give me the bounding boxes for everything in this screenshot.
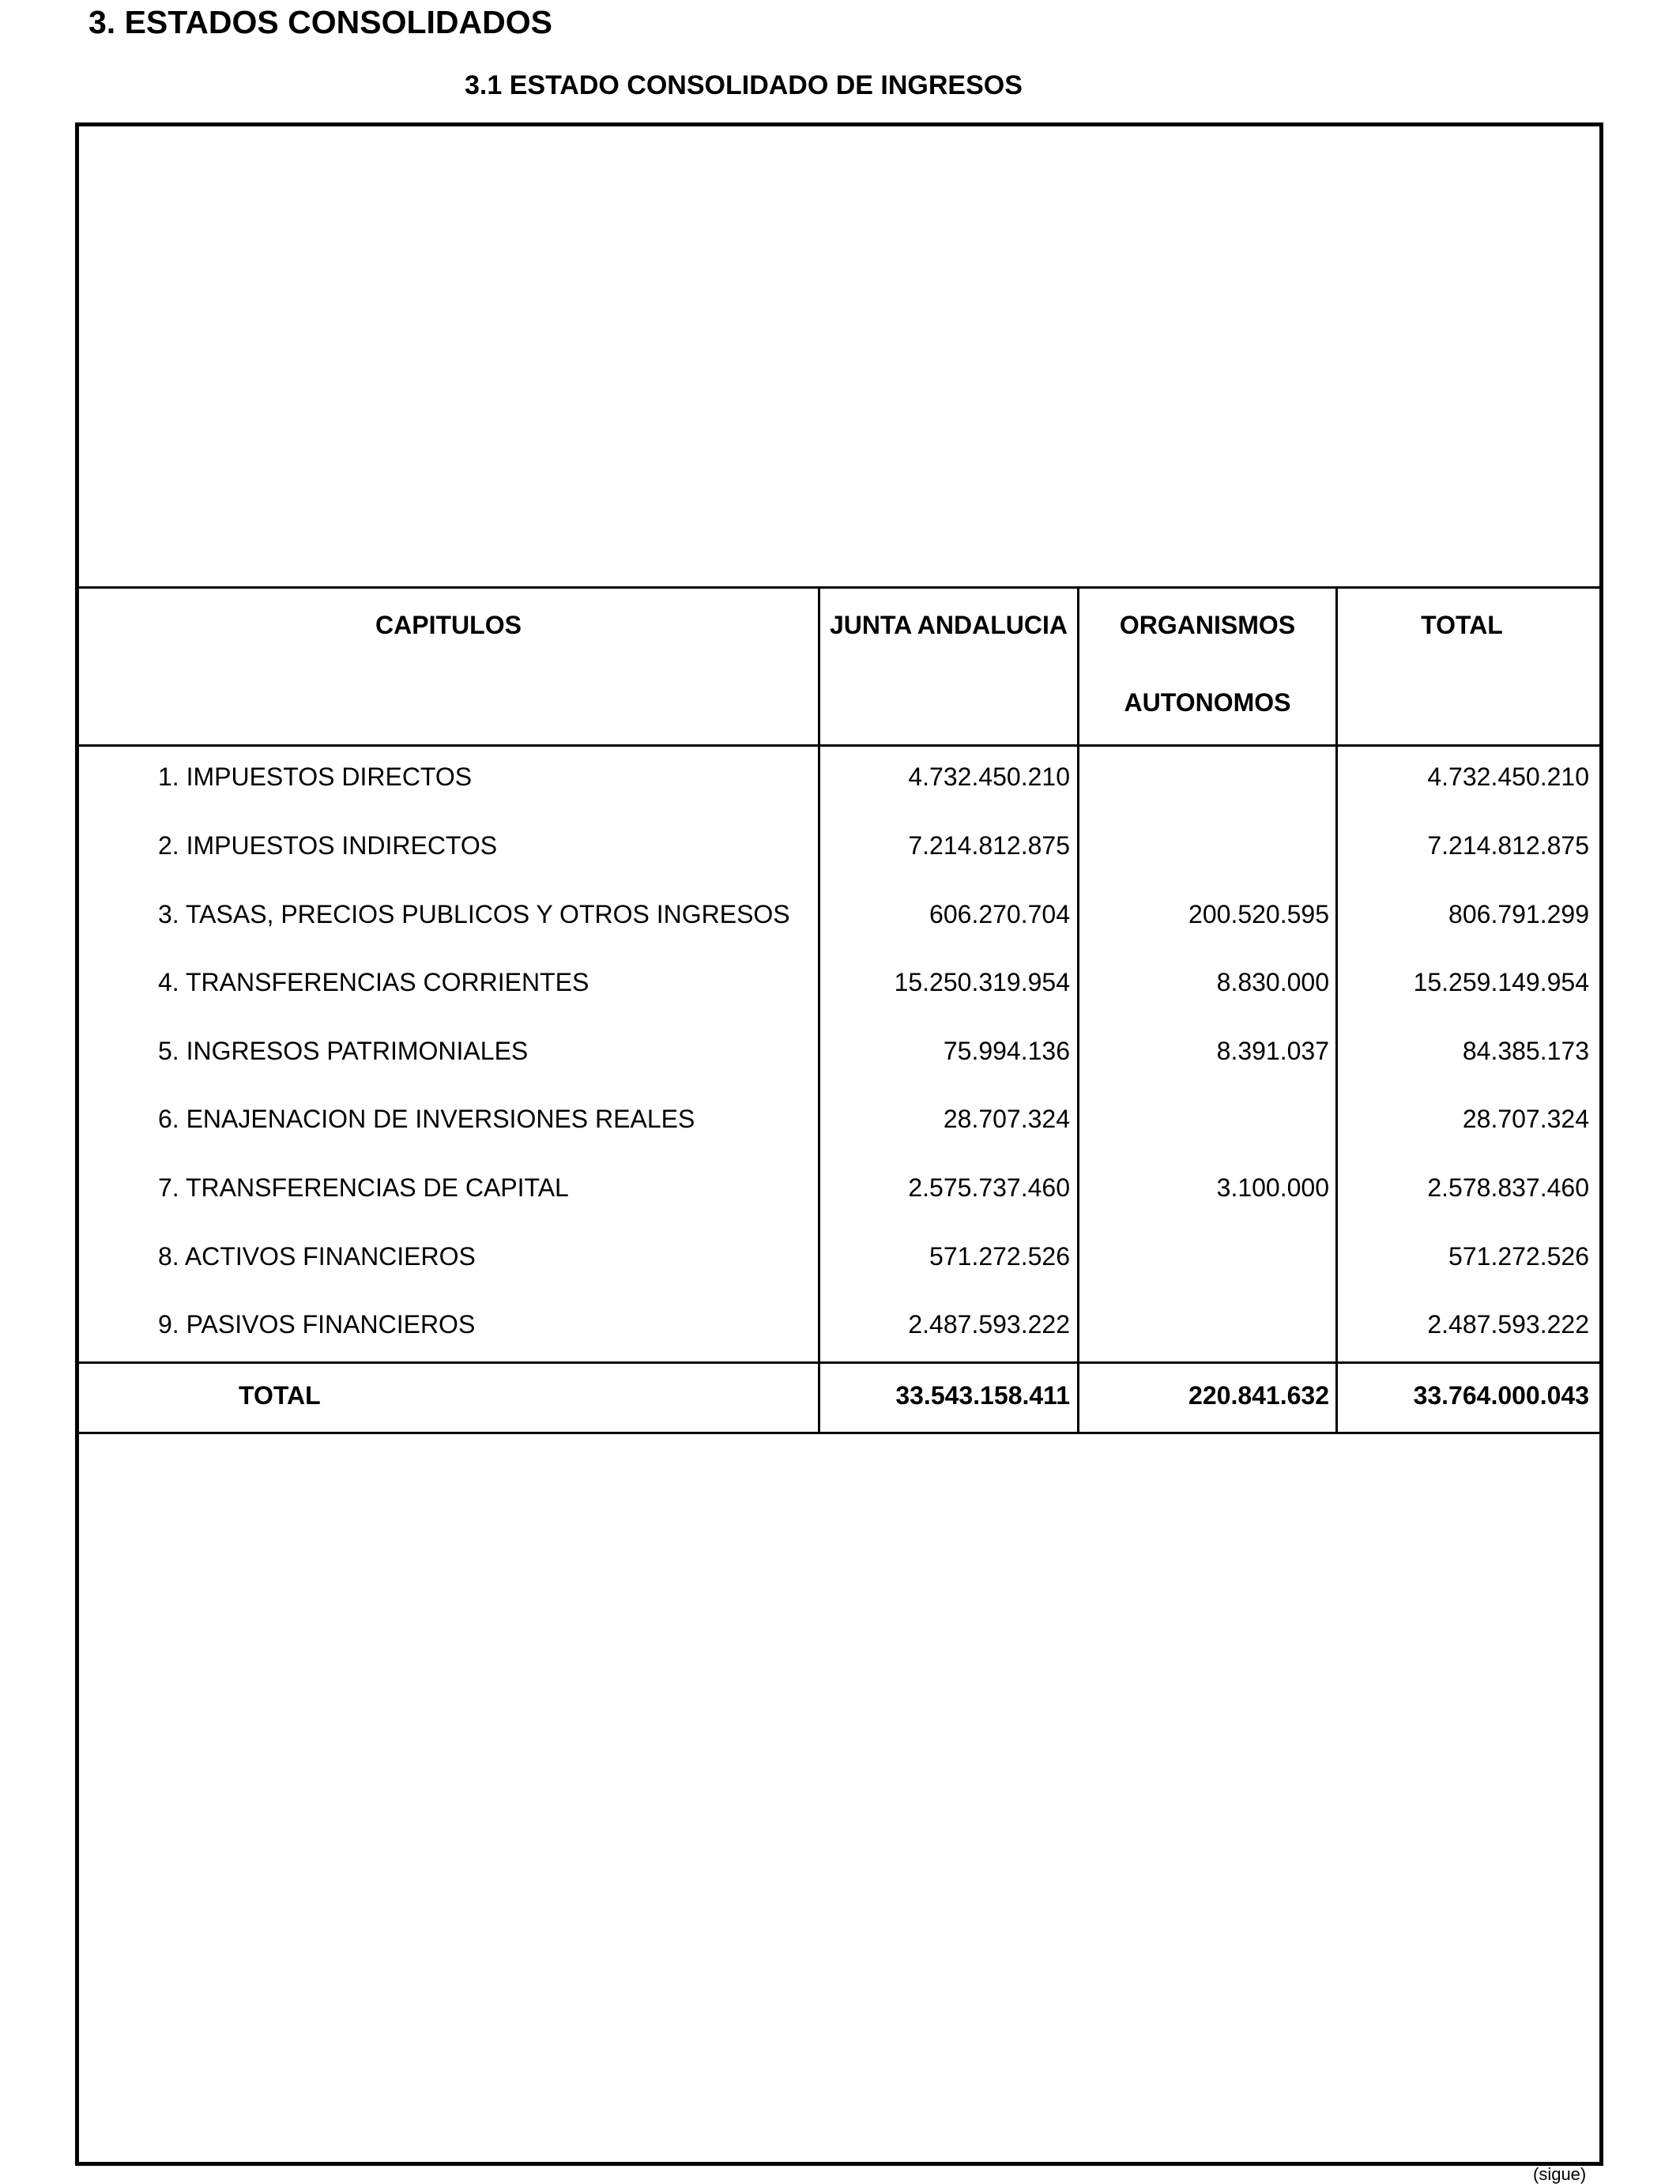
row-organismos-7: 3.100.000	[1216, 1173, 1329, 1202]
total-row-junta: 33.543.158.411	[895, 1381, 1070, 1410]
row-label-7: 7. TRANSFERENCIAS DE CAPITAL	[158, 1173, 569, 1202]
header-total: TOTAL	[1421, 611, 1503, 639]
row-label-2: 2. IMPUESTOS INDIRECTOS	[158, 831, 498, 860]
row-junta-1: 4.732.450.210	[908, 763, 1070, 791]
row-junta-9: 2.487.593.222	[908, 1310, 1070, 1339]
row-junta-2: 7.214.812.875	[908, 831, 1070, 860]
row-total-1: 4.732.450.210	[1427, 763, 1589, 791]
header-top-rule	[79, 586, 1599, 589]
row-total-9: 2.487.593.222	[1427, 1310, 1589, 1339]
row-label-5: 5. INGRESOS PATRIMONIALES	[158, 1037, 529, 1065]
header-organismos-line1: ORGANISMOS	[1119, 611, 1296, 639]
row-label-9: 9. PASIVOS FINANCIEROS	[158, 1310, 476, 1339]
row-label-8: 8. ACTIVOS FINANCIEROS	[158, 1242, 476, 1271]
row-total-6: 28.707.324	[1462, 1105, 1589, 1133]
section-title: 3. ESTADOS CONSOLIDADOS	[89, 4, 552, 40]
total-row-label: TOTAL	[239, 1381, 321, 1410]
subsection-title: 3.1 ESTADO CONSOLIDADO DE INGRESOS	[465, 70, 1023, 100]
row-label-3: 3. TASAS, PRECIOS PUBLICOS Y OTROS INGRESOS	[158, 900, 790, 928]
row-total-2: 7.214.812.875	[1427, 831, 1589, 860]
row-junta-8: 571.272.526	[929, 1242, 1070, 1271]
total-top-rule	[79, 1361, 1599, 1364]
header-capitulos: CAPITULOS	[375, 611, 522, 639]
row-total-4: 15.259.149.954	[1413, 968, 1589, 996]
row-label-4: 4. TRANSFERENCIAS CORRIENTES	[158, 968, 590, 996]
row-total-5: 84.385.173	[1462, 1037, 1589, 1065]
total-bottom-rule	[79, 1432, 1599, 1434]
total-row-organismos: 220.841.632	[1188, 1381, 1329, 1410]
total-row-total: 33.764.000.043	[1413, 1381, 1589, 1410]
row-junta-3: 606.270.704	[929, 900, 1070, 928]
row-total-8: 571.272.526	[1448, 1242, 1589, 1271]
column-divider-junta	[818, 586, 820, 1434]
column-divider-total	[1335, 586, 1338, 1434]
row-organismos-4: 8.830.000	[1216, 968, 1329, 996]
table-frame	[75, 122, 1603, 2166]
row-junta-7: 2.575.737.460	[908, 1173, 1070, 1202]
row-junta-5: 75.994.136	[943, 1037, 1070, 1065]
row-label-1: 1. IMPUESTOS DIRECTOS	[158, 763, 473, 791]
row-label-6: 6. ENAJENACION DE INVERSIONES REALES	[158, 1105, 695, 1133]
continuation-note: (sigue)	[1533, 2164, 1587, 2184]
header-bottom-rule	[79, 744, 1599, 747]
header-organismos-line2: AUTONOMOS	[1124, 688, 1291, 717]
row-organismos-3: 200.520.595	[1188, 900, 1329, 928]
row-junta-4: 15.250.319.954	[894, 968, 1070, 996]
row-organismos-5: 8.391.037	[1216, 1037, 1329, 1065]
row-total-7: 2.578.837.460	[1427, 1173, 1589, 1202]
header-junta-andalucia: JUNTA ANDALUCIA	[829, 611, 1068, 639]
row-total-3: 806.791.299	[1448, 900, 1589, 928]
row-junta-6: 28.707.324	[943, 1105, 1070, 1133]
